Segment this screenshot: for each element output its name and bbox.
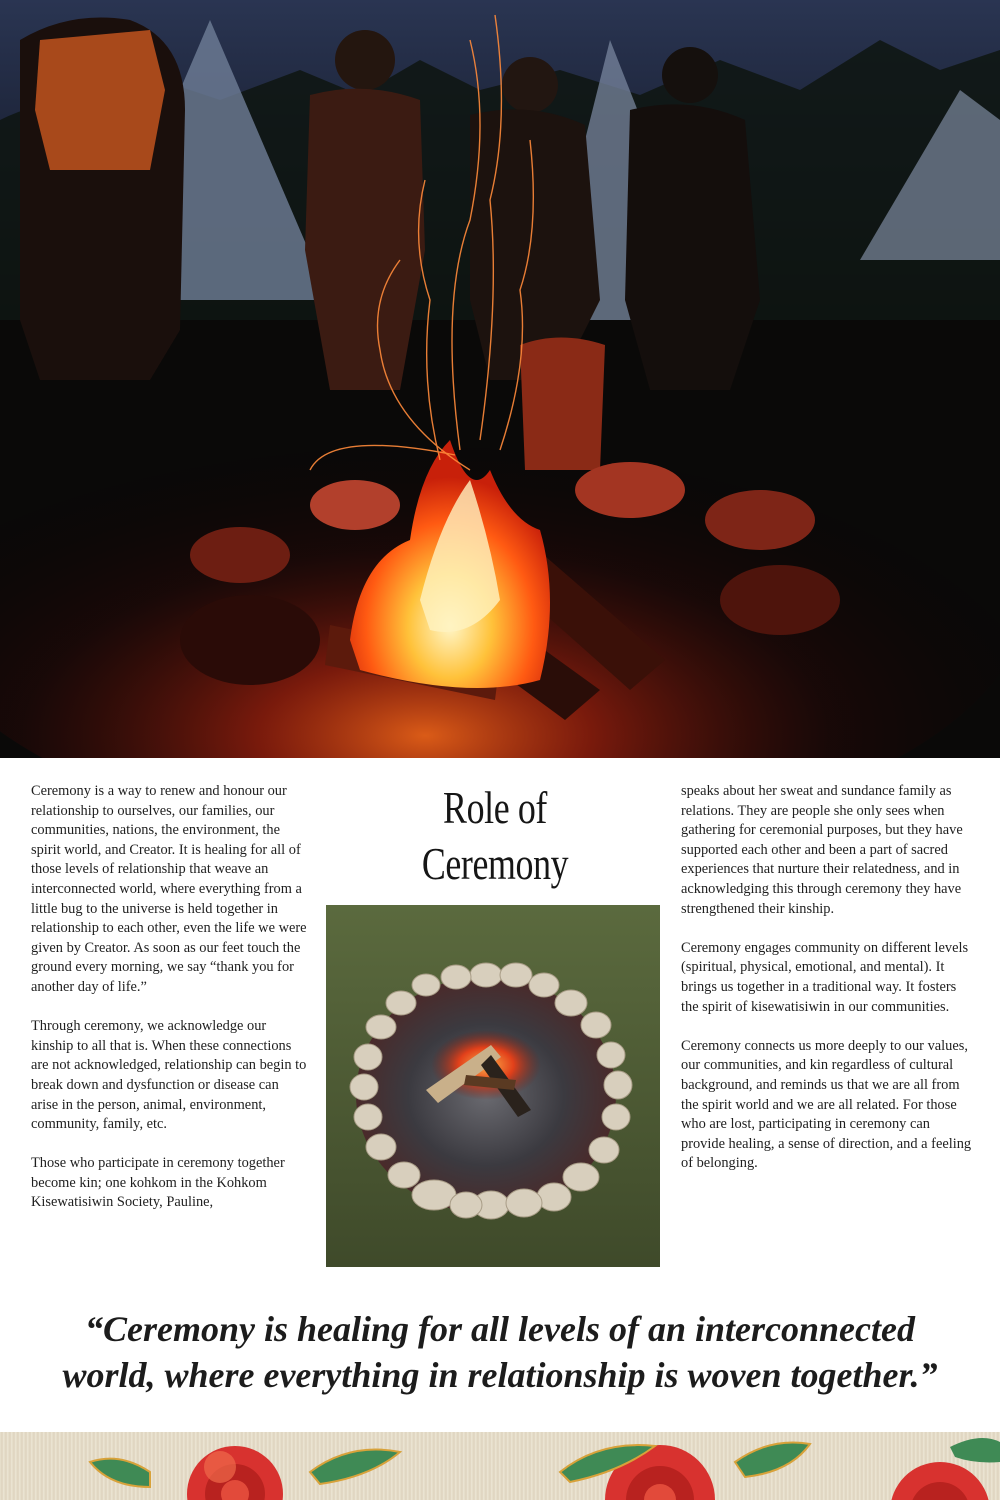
stone-ring-illustration — [326, 905, 660, 1267]
firepit-photo — [326, 905, 660, 1267]
page-title — [366, 780, 623, 892]
left-text-column — [31, 782, 309, 1233]
left-paragraph-1: Ceremony is a way to renew and honour our relationship to ourselves, our families, our communities, nations, the environment, the spirit world, and Creator. It is healing for all of those levels of relationship that weave an interconnected world, where everything from a little bug to the universe is held together in relationship to each other, even the life we were given by Creator. As soon as our feet touch the ground every morning, we say “thank you for another day of life.” — [31, 783, 307, 995]
left-paragraph-2: Through ceremony, we acknowledge our kinship to all that is. When these connections are not acknowledged, relationship can begin to break down and dysfunction or disease can arise in the person, animal, environment, community, family, etc. — [31, 1018, 307, 1133]
title-line-1: Role of — [443, 782, 547, 833]
rose-icon-3 — [890, 1462, 990, 1500]
right-paragraph-2: Ceremony engages community on different levels (spiritual, physical, emotional, and mental). It brings us together in a traditional way. It fosters the spirit of kisewatisiwin in our communities. — [681, 939, 969, 1015]
right-paragraph-1: speaks about her sweat and sundance family as relations. They are people she only sees when gathering for ceremonial purposes, but they have supported each other and been a part of sacred experiences that nurture their relatedness, and in acknowledging this through ceremony they have strengthened their kinship. — [681, 783, 963, 917]
right-text-column — [681, 782, 973, 1193]
left-paragraph-3: Those who participate in ceremony together become kin; one kohkom in the Kohkom Kisewatisiwin Society, Pauline, — [31, 1155, 285, 1211]
quote-line-2: world, where everything in relationship is woven together.” — [62, 1355, 938, 1395]
floral-beadwork-illustration — [0, 1432, 1000, 1500]
title-line-2: Ceremony — [421, 838, 569, 889]
quote-line-1: “Ceremony is healing for all levels of an interconnected — [85, 1309, 915, 1349]
pull-quote — [30, 1306, 970, 1398]
beadwork-footer-band — [0, 1432, 1000, 1500]
right-paragraph-3: Ceremony connects us more deeply to our values, our communities, and kin regardless of cultural background, and reminds us that we are all from the spirit world and we are all related. For those who are lost, participating in ceremony can provide healing, a sense of direction, and a feeling of belonging. — [681, 1037, 972, 1172]
rose-icon-1 — [187, 1446, 283, 1500]
